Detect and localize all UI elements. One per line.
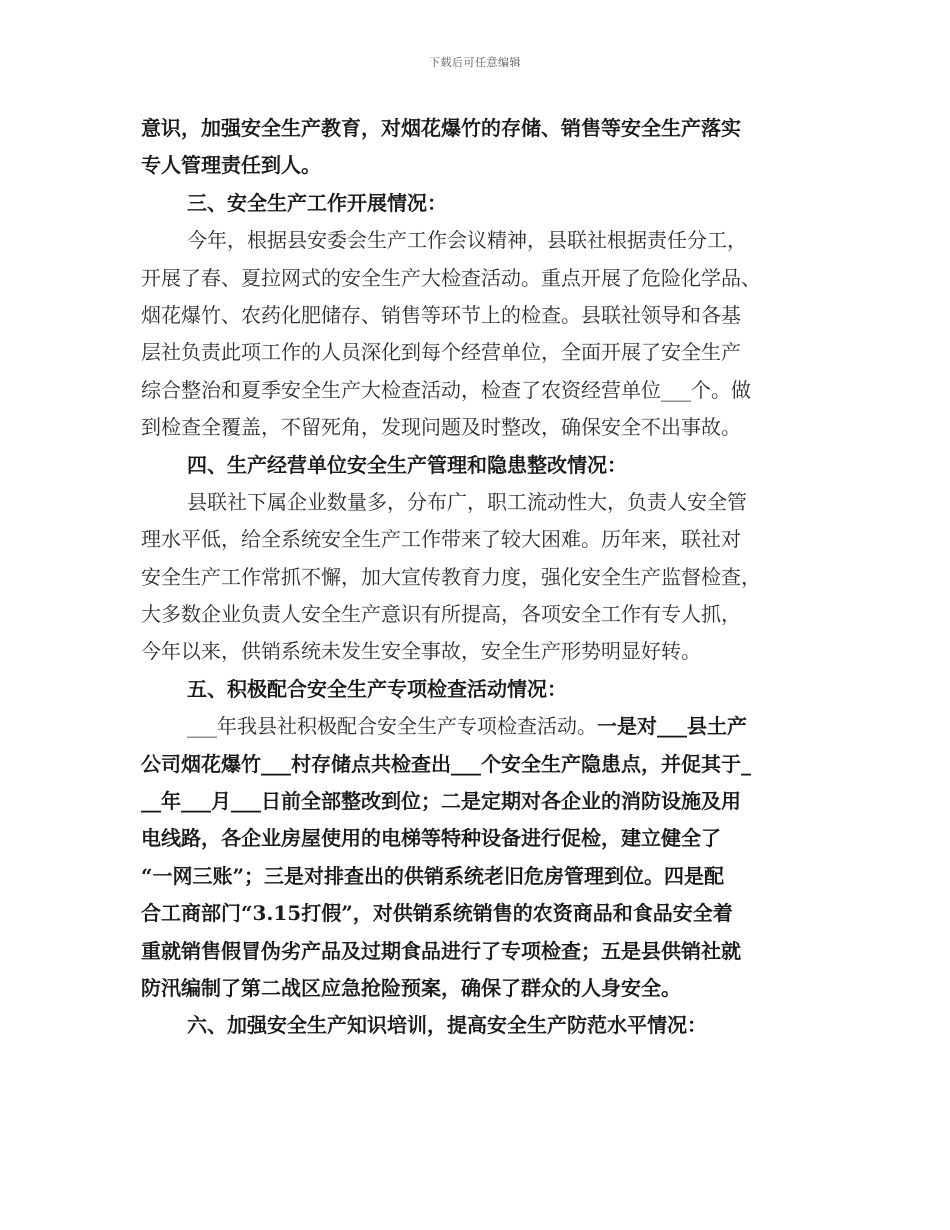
line-text: __年___月___日前全部整改到位；二是定期对各企业的消防设施及用: [141, 789, 741, 814]
line-text: “一网三账”；三是对排查出的供销系统老旧危房管理到位。四是配: [141, 863, 725, 888]
line-text: 烟花爆竹、农药化肥储存、销售等环节上的检查。县联社领导和各基: [141, 302, 741, 327]
paragraph-line: [141, 260, 813, 297]
paragraph-line: [141, 671, 813, 708]
line-text: 县联社下属企业数量多，分布广，职工流动性大，负责人安全管: [187, 489, 747, 514]
paragraph-line: [141, 484, 813, 521]
paragraph-line: [141, 297, 813, 334]
line-text: 安全生产工作常抓不懈，加大宣传教育力度，强化安全生产监督检查，: [141, 564, 761, 589]
paragraph-line: [141, 409, 813, 446]
paragraph-line: [141, 895, 813, 932]
line-text: 三、安全生产工作开展情况：: [187, 190, 447, 215]
line-text: 今年，根据县安委会生产工作会议精神，县联社根据责任分工，: [187, 228, 747, 253]
line-text: 五、积极配合安全生产专项检查活动情况：: [187, 676, 567, 701]
line-text: 意识，加强安全生产教育，对烟花爆竹的存储、销售等安全生产落实: [141, 116, 741, 140]
paragraph-line: [141, 970, 813, 1007]
line-text: 到检查全覆盖，不留死角，发现问题及时整改，确保安全不出事故。: [141, 415, 741, 440]
line-text: 大多数企业负责人安全生产意识有所提高，各项安全工作有专人抓，: [141, 602, 741, 627]
paragraph-line: [141, 110, 813, 147]
line-text: 今年以来，供销系统未发生安全事故，安全生产形势明显好转。: [141, 639, 701, 664]
paragraph-line: [141, 858, 813, 895]
paragraph-line: [141, 596, 813, 633]
line-text: 防汛编制了第二战区应急抢险预案，确保了群众的人身安全。: [141, 975, 681, 1000]
line-text: 六、加强安全生产知识培训，提高安全生产防范水平情况：: [187, 1013, 707, 1038]
line-text: 重就销售假冒伪劣产品及过期食品进行了专项检查；五是县供销社就: [141, 938, 741, 963]
paragraph-line: [141, 746, 813, 783]
line-text: 开展了春、夏拉网式的安全生产大检查活动。重点开展了危险化学品、: [141, 265, 761, 290]
paragraph-line: [141, 633, 813, 670]
line-text: 理水平低，给全系统安全生产工作带来了较大困难。历年来，联社对: [141, 527, 741, 552]
line-text: 综合整治和夏季安全生产大检查活动，检查了农资经营单位___个。做: [141, 377, 751, 402]
paragraph-line: [141, 559, 813, 596]
page-header: 下载后可任意编辑: [429, 56, 521, 69]
paragraph-line: [141, 147, 813, 184]
paragraph-line: [141, 334, 813, 371]
line-text-tail: 一是对___县土产: [597, 714, 747, 739]
line-text: 层社负责此项工作的人员深化到每个经营单位，全面开展了安全生产: [141, 340, 741, 365]
paragraph-line: [141, 372, 813, 409]
line-text: 合工商部门“3.15打假”，对供销系统销售的农资商品和食品安全着: [141, 901, 733, 926]
paragraph-line: [141, 1007, 813, 1044]
paragraph-line: [141, 783, 813, 820]
paragraph-line: [141, 521, 813, 558]
paragraph-line: [141, 820, 813, 857]
line-text: 四、生产经营单位安全生产管理和隐患整改情况：: [187, 452, 627, 477]
paragraph-line: [141, 447, 813, 484]
document-body: [141, 110, 813, 1045]
line-text: 公司烟花爆竹___村存储点共检查出___个安全生产隐患点，并促其于_: [141, 751, 751, 776]
line-text: 电线路，各企业房屋使用的电梯等特种设备进行促检，建立健全了: [141, 826, 721, 851]
paragraph-line: [141, 708, 813, 745]
line-text: ___年我县社积极配合安全生产专项检查活动。: [187, 714, 597, 739]
paragraph-line: [141, 933, 813, 970]
paragraph-line: [141, 185, 813, 222]
line-text: 专人管理责任到人。: [141, 153, 321, 178]
paragraph-line: [141, 222, 813, 259]
